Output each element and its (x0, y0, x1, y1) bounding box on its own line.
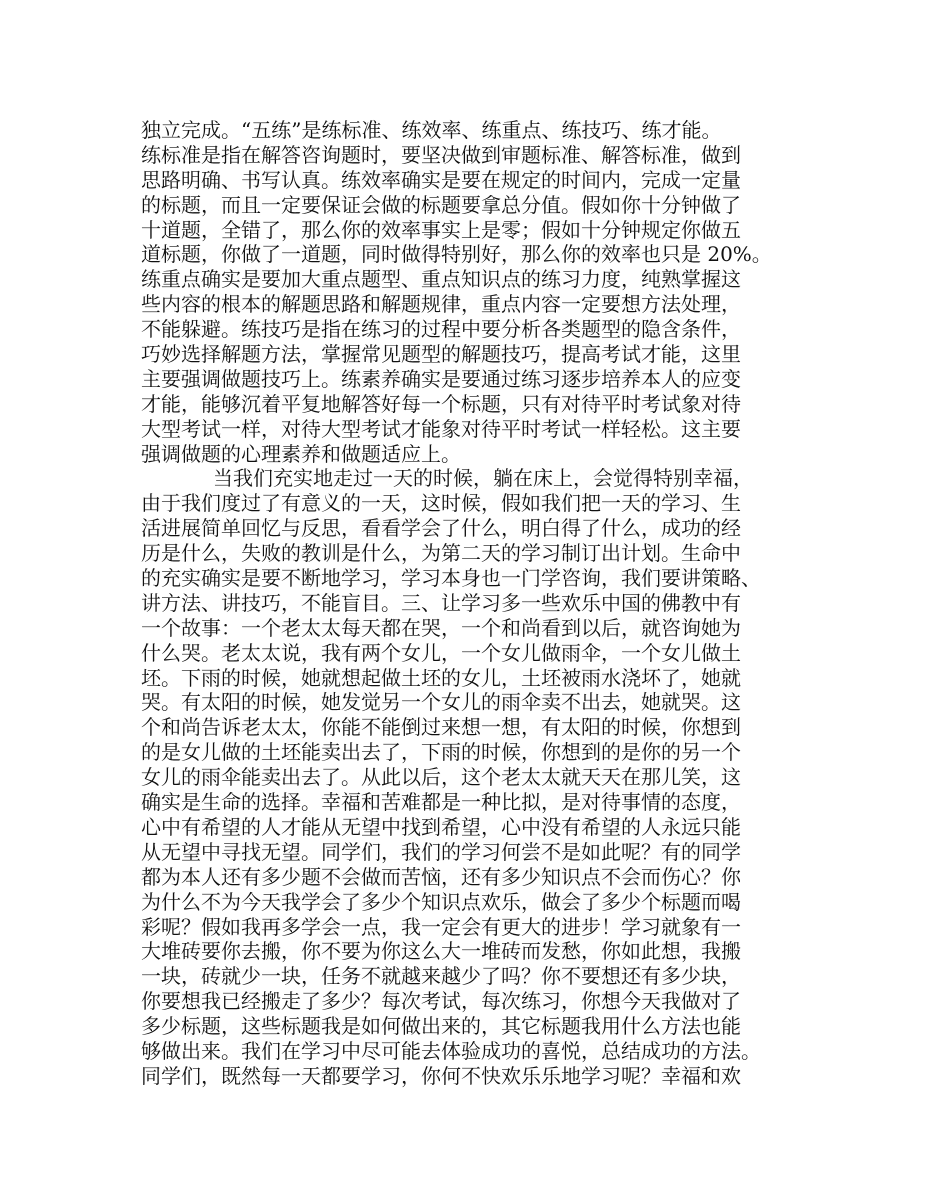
text-line: 同学们，既然每一天都要学习，你何不快欢乐乐地学习呢？幸福和欢 (141, 1063, 741, 1088)
text-line: 都为本人还有多少题不会做而苦恼，还有多少知识点不会而伤心？你 (141, 864, 741, 889)
text-line: 你要想我已经搬走了多少？每次考试，每次练习，你想今天我做对了 (141, 989, 741, 1014)
text-line: 多少标题，这些标题我是如何做出来的，其它标题我用什么方法也能 (141, 1014, 741, 1039)
text-line: 的充实确实是要不断地学习，学习本身也一门学咨询，我们要讲策略、 (141, 566, 761, 591)
text-line: 一块，砖就少一块，任务不就越来越少了吗？你不要想还有多少块， (141, 964, 741, 989)
text-line: 个和尚告诉老太太，你能不能倒过来想一想，有太阳的时候，你想到 (141, 715, 741, 740)
text-line: 活进展简单回忆与反思，看看学会了什么，明白得了什么，成功的经 (141, 516, 741, 541)
text-line: 强调做题的心理素养和做题适应上。 (141, 441, 461, 466)
text-line: 些内容的根本的解题思路和解题规律，重点内容一定要想方法处理， (141, 292, 741, 317)
text-line: 主要强调做题技巧上。练素养确实是要通过练习逐步培养本人的应变 (141, 366, 741, 391)
paragraph-start-line: 当我们充实地走过一天的时候，躺在床上，会觉得特别幸福， (213, 466, 753, 491)
text-line: 十道题，全错了，那么你的效率事实上是零；假如十分钟规定你做五 (141, 217, 741, 242)
text-line: 的标题，而且一定要保证会做的标题要拿总分值。假如你十分钟做了 (141, 192, 741, 217)
text-line: 坯。下雨的时候，她就想起做土坯的女儿，土坯被雨水浇坏了，她就 (141, 665, 741, 690)
body-text (141, 118, 821, 1089)
text-line: 历是什么，失败的教训是什么，为第二天的学习制订出计划。生命中 (141, 541, 741, 566)
text-line: 练重点确实是要加大重点题型、重点知识点的练习力度，纯熟掌握这 (141, 267, 741, 292)
text-line: 大型考试一样，对待大型考试才能象对待平时考试一样轻松。这主要 (141, 416, 741, 441)
text-line: 确实是生命的选择。幸福和苦难都是一种比拟，是对待事情的态度， (141, 790, 741, 815)
text-line: 练标准是指在解答咨询题时，要坚决做到审题标准、解答标准，做到 (141, 142, 741, 167)
text-line: 讲方法、讲技巧，不能盲目。三、让学习多一些欢乐中国的佛教中有 (141, 590, 741, 615)
text-line: 大堆砖要你去搬，你不要为你这么大一堆砖而发愁，你如此想，我搬 (141, 939, 741, 964)
text-line: 够做出来。我们在学习中尽可能去体验成功的喜悦，总结成功的方法。 (141, 1038, 761, 1063)
text-line: 才能，能够沉着平复地解答好每一个标题，只有对待平时考试象对待 (141, 391, 741, 416)
text-line: 巧妙选择解题方法，掌握常见题型的解题技巧，提高考试才能，这里 (141, 342, 741, 367)
text-line: 女儿的雨伞能卖出去了。从此以后，这个老太太就天天在那儿笑，这 (141, 765, 741, 790)
text-line: 从无望中寻找无望。同学们，我们的学习何尝不是如此呢？有的同学 (141, 839, 741, 864)
text-line: 什么哭。老太太说，我有两个女儿，一个女儿做雨伞，一个女儿做土 (141, 640, 741, 665)
text-line: 思路明确、书写认真。练效率确实是要在规定的时间内，完成一定量 (141, 167, 741, 192)
text-line: 为什么不为今天我学会了多少个知识点欢乐，做会了多少个标题而喝 (141, 889, 741, 914)
text-line: 独立完成。“五练”是练标准、练效率、练重点、练技巧、练才能。 (141, 118, 722, 142)
text-line: 一个故事：一个老太太每天都在哭，一个和尚看到以后，就咨询她为 (141, 615, 741, 640)
text-line: 彩呢？假如我再多学会一点，我一定会有更大的进步！学习就象有一 (141, 914, 741, 939)
text-line: 道标题，你做了一道题，同时做得特别好，那么你的效率也只是 20%。 (141, 242, 772, 267)
text-line: 的是女儿做的土坯能卖出去了，下雨的时候，你想到的是你的另一个 (141, 740, 741, 765)
text-line: 哭。有太阳的时候，她发觉另一个女儿的雨伞卖不出去，她就哭。这 (141, 690, 741, 715)
text-line: 不能躲避。练技巧是指在练习的过程中要分析各类题型的隐含条件， (141, 317, 741, 342)
text-line: 心中有希望的人才能从无望中找到希望，心中没有希望的人永远只能 (141, 814, 741, 839)
text-line: 由于我们度过了有意义的一天，这时候，假如我们把一天的学习、生 (141, 491, 741, 516)
